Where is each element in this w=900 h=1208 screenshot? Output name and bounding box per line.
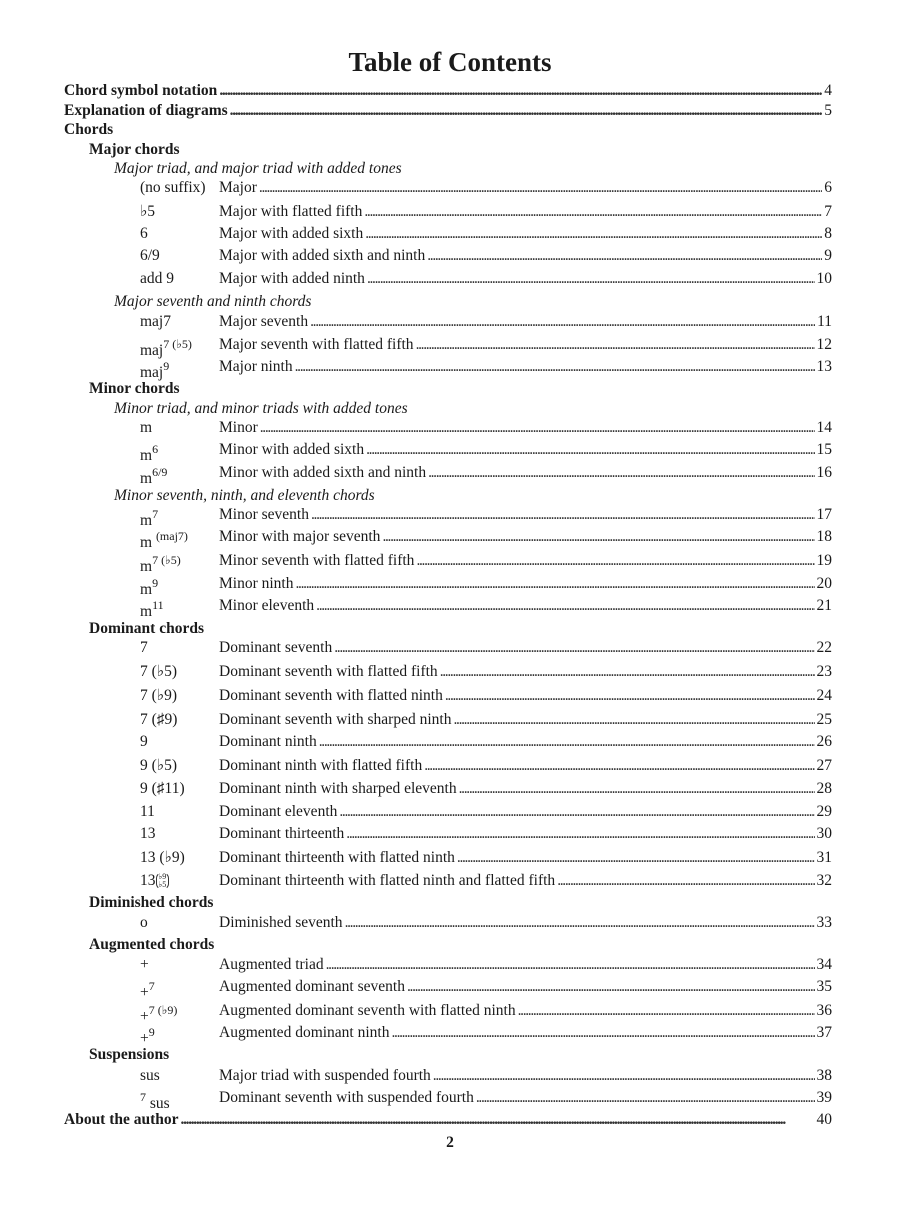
dot-leader bbox=[416, 335, 815, 355]
chord-symbol: m bbox=[140, 419, 153, 436]
dot-leader bbox=[416, 551, 814, 571]
toc-entry-label: Minor with major seventh bbox=[219, 528, 381, 545]
toc-page-number: 20 bbox=[816, 575, 832, 592]
toc-page-number: 10 bbox=[816, 270, 832, 287]
toc-page-number: 30 bbox=[816, 825, 832, 842]
chord-symbol-superscript: 7 bbox=[152, 507, 159, 521]
toc-entry[interactable] bbox=[219, 463, 832, 483]
dot-leader bbox=[346, 824, 814, 844]
page-title: Table of Contents bbox=[348, 47, 552, 77]
toc-entry[interactable] bbox=[219, 505, 832, 525]
toc-page-number: 38 bbox=[816, 1067, 832, 1084]
toc-page-number: 23 bbox=[816, 663, 832, 680]
toc-entry-label: Dominant seventh with flatted ninth bbox=[219, 687, 443, 704]
chord-symbol: 7 (♭5) bbox=[140, 663, 178, 680]
chord-symbol: maj7 bbox=[140, 313, 171, 330]
toc-entry[interactable] bbox=[219, 312, 832, 332]
chord-symbol: 9 (♯11) bbox=[140, 780, 185, 797]
toc-entry[interactable] bbox=[219, 527, 832, 547]
chord-symbol-base: m bbox=[140, 534, 156, 552]
section-heading-minor-chords: Minor chords bbox=[89, 380, 180, 397]
chord-symbol-superscript: 6 bbox=[152, 442, 159, 456]
toc-entry-label: Dominant seventh with flatted fifth bbox=[219, 663, 438, 680]
dot-leader bbox=[453, 710, 814, 730]
chord-symbol-stack-bottom: ♭5 bbox=[158, 880, 167, 890]
chord-symbol: 7 bbox=[140, 639, 148, 656]
subsection-heading: Minor triad, and minor triads with added tones bbox=[114, 400, 408, 417]
toc-entry[interactable] bbox=[219, 824, 832, 844]
toc-entry-label: Augmented dominant seventh bbox=[219, 978, 405, 995]
dot-leader bbox=[367, 269, 815, 289]
toc-entry[interactable] bbox=[219, 686, 832, 706]
dot-leader bbox=[219, 81, 822, 101]
chord-symbol: 6/9 bbox=[140, 247, 160, 264]
toc-page-number: 37 bbox=[816, 1024, 832, 1041]
chord-symbol-superscript: 7 (♭5) bbox=[152, 553, 181, 567]
toc-page-number: 21 bbox=[816, 597, 832, 614]
chord-symbol-base: sus bbox=[146, 1095, 170, 1113]
toc-entry[interactable] bbox=[219, 418, 832, 438]
chord-symbol: 7 (♭9) bbox=[140, 687, 178, 704]
dot-leader bbox=[310, 312, 815, 332]
chord-symbol-base: 13 bbox=[140, 872, 156, 889]
toc-page-number: 25 bbox=[816, 711, 832, 728]
chord-symbol-superscript: 9 bbox=[148, 1025, 155, 1039]
toc-page-number: 22 bbox=[816, 639, 832, 656]
chord-symbol-superscript: 7 (♭5) bbox=[163, 337, 192, 351]
toc-entry-label: Major with added ninth bbox=[219, 270, 365, 287]
toc-entry-label: Dominant seventh bbox=[219, 639, 333, 656]
dot-leader bbox=[476, 1088, 815, 1108]
chord-symbol-base: m bbox=[140, 603, 153, 621]
toc-entry-label: Minor seventh with flatted fifth bbox=[219, 552, 415, 569]
toc-entry[interactable] bbox=[219, 955, 832, 975]
chord-symbol: o bbox=[140, 914, 148, 931]
toc-entry-label: Minor ninth bbox=[219, 575, 294, 592]
toc-entry-label: Chord symbol notation bbox=[64, 82, 218, 99]
toc-entry-chord-symbol-notation[interactable] bbox=[64, 81, 832, 101]
toc-entry-explanation-of-diagrams[interactable] bbox=[64, 101, 832, 121]
section-heading-dominant-chords: Dominant chords bbox=[89, 620, 204, 637]
chord-symbol-stack-top: ♭9 bbox=[158, 872, 167, 882]
dot-leader bbox=[457, 848, 815, 868]
dot-leader bbox=[230, 101, 823, 121]
toc-entry-label: Major triad with suspended fourth bbox=[219, 1067, 431, 1084]
toc-page-number: 15 bbox=[816, 441, 832, 458]
toc-entry[interactable] bbox=[219, 848, 832, 868]
dot-leader bbox=[260, 418, 815, 438]
dot-leader bbox=[518, 1001, 815, 1021]
toc-page-number: 33 bbox=[816, 914, 832, 931]
chord-symbol-superscript: 9 bbox=[152, 576, 159, 590]
toc-entry-label: Major seventh with flatted fifth bbox=[219, 336, 414, 353]
chord-symbol-stack bbox=[156, 872, 170, 890]
chord-symbol bbox=[140, 527, 188, 553]
toc-page-number: 9 bbox=[824, 247, 832, 264]
toc-page-number: 16 bbox=[816, 464, 832, 481]
subsection-heading: Minor seventh, ninth, and eleventh chords bbox=[114, 487, 375, 504]
chord-symbol-superscript: 11 bbox=[152, 598, 164, 612]
toc-entry[interactable] bbox=[219, 1023, 832, 1043]
toc-entry[interactable] bbox=[219, 246, 832, 266]
toc-page-number: 12 bbox=[816, 336, 832, 353]
toc-entry-label: Minor with added sixth bbox=[219, 441, 365, 458]
toc-entry-label: Minor with added sixth and ninth bbox=[219, 464, 427, 481]
chord-symbol: 7 (♯9) bbox=[140, 711, 178, 728]
chord-symbol: 13 (♭9) bbox=[140, 849, 185, 866]
subsection-heading: Major seventh and ninth chords bbox=[114, 293, 312, 310]
toc-page-number: 34 bbox=[816, 956, 832, 973]
toc-entry[interactable] bbox=[219, 662, 832, 682]
dot-leader bbox=[319, 732, 815, 752]
toc-page-number: 24 bbox=[816, 687, 832, 704]
dot-leader bbox=[459, 779, 815, 799]
chord-symbol bbox=[140, 871, 169, 891]
toc-page-number: 4 bbox=[824, 82, 832, 99]
toc-page-number: 8 bbox=[824, 225, 832, 242]
toc-entry[interactable] bbox=[219, 335, 832, 355]
toc-entry[interactable] bbox=[219, 710, 832, 730]
toc-page-number: 19 bbox=[816, 552, 832, 569]
chord-symbol: + bbox=[140, 956, 149, 973]
chord-symbol: 9 (♭5) bbox=[140, 757, 178, 774]
dot-leader bbox=[334, 638, 814, 658]
toc-entry-label: Major with flatted fifth bbox=[219, 203, 363, 220]
toc-entry[interactable] bbox=[219, 871, 832, 891]
chord-symbol-base: m bbox=[140, 470, 153, 488]
toc-entry-label: Dominant ninth bbox=[219, 733, 317, 750]
dot-leader bbox=[440, 662, 815, 682]
chord-symbol-superscript: (maj7) bbox=[155, 529, 188, 543]
toc-entry-label: Diminished seventh bbox=[219, 914, 343, 931]
chord-symbol-base: maj bbox=[140, 364, 164, 382]
chord-symbol-base: m bbox=[140, 512, 153, 530]
toc-entry[interactable] bbox=[219, 802, 832, 822]
chord-symbol-base: + bbox=[140, 1030, 149, 1048]
toc-entry-label: Augmented dominant seventh with flatted ninth bbox=[219, 1002, 516, 1019]
chord-symbol: 6 bbox=[140, 225, 148, 242]
chord-symbol: 9 bbox=[140, 733, 148, 750]
toc-page-number: 7 bbox=[824, 203, 832, 220]
toc-page-number: 31 bbox=[816, 849, 832, 866]
toc-page-number: 40 bbox=[816, 1111, 832, 1128]
dot-leader bbox=[296, 574, 815, 594]
toc-entry[interactable] bbox=[219, 1088, 832, 1108]
toc-entry-label: Dominant seventh with suspended fourth bbox=[219, 1089, 474, 1106]
dot-leader bbox=[427, 246, 822, 266]
toc-entry[interactable] bbox=[219, 178, 832, 198]
toc-entry[interactable] bbox=[219, 779, 832, 799]
section-heading-suspensions: Suspensions bbox=[89, 1046, 170, 1063]
section-heading-major-chords: Major chords bbox=[89, 141, 180, 158]
toc-page-number: 28 bbox=[816, 780, 832, 797]
dot-leader bbox=[295, 357, 815, 377]
toc-entry[interactable] bbox=[219, 224, 832, 244]
dot-leader bbox=[259, 178, 822, 198]
dot-leader bbox=[407, 977, 815, 997]
toc-page-number: 17 bbox=[816, 506, 832, 523]
section-heading-chords: Chords bbox=[64, 121, 114, 138]
toc-entry-label: Major seventh bbox=[219, 313, 309, 330]
chord-symbol: (no suffix) bbox=[140, 179, 206, 196]
toc-entry[interactable] bbox=[219, 269, 832, 289]
toc-entry[interactable] bbox=[219, 440, 832, 460]
toc-entry-label: Minor bbox=[219, 419, 258, 436]
toc-entry[interactable] bbox=[219, 732, 832, 752]
toc-entry-label: Major with added sixth bbox=[219, 225, 364, 242]
toc-page-number: 14 bbox=[816, 419, 832, 436]
toc-entry[interactable] bbox=[219, 551, 832, 571]
toc-entry[interactable] bbox=[219, 202, 832, 222]
dot-leader bbox=[366, 440, 814, 460]
toc-entry-label: Dominant ninth with sharped eleventh bbox=[219, 780, 457, 797]
toc-entry[interactable] bbox=[219, 596, 832, 616]
toc-page-number: 11 bbox=[817, 313, 832, 330]
toc-entry-label: Dominant thirteenth with flatted ninth bbox=[219, 849, 455, 866]
chord-symbol: sus bbox=[140, 1067, 160, 1084]
dot-leader bbox=[382, 527, 814, 547]
toc-entry[interactable] bbox=[219, 638, 832, 658]
dot-leader bbox=[339, 802, 814, 822]
toc-entry[interactable] bbox=[219, 1001, 832, 1021]
toc-entry[interactable] bbox=[219, 574, 832, 594]
dot-leader bbox=[424, 756, 814, 776]
toc-entry[interactable] bbox=[219, 357, 832, 377]
toc-page-number: 29 bbox=[816, 803, 832, 820]
toc-page-number: 39 bbox=[816, 1089, 832, 1106]
chord-symbol: 11 bbox=[140, 803, 155, 820]
section-heading-augmented-chords: Augmented chords bbox=[89, 936, 215, 953]
toc-page-number: 18 bbox=[816, 528, 832, 545]
toc-page-number: 35 bbox=[816, 978, 832, 995]
chord-symbol-superscript: 6/9 bbox=[152, 465, 168, 479]
chord-symbol-base: maj bbox=[140, 342, 164, 360]
dot-leader bbox=[364, 202, 822, 222]
toc-entry-label: About the author bbox=[64, 1111, 179, 1128]
chord-symbol-base: + bbox=[140, 984, 149, 1002]
toc-entry[interactable] bbox=[219, 977, 832, 997]
toc-entry-label: Dominant thirteenth with flatted ninth and flatted fifth bbox=[219, 872, 556, 889]
chord-symbol-superscript: 7 bbox=[140, 1090, 146, 1104]
subsection-heading: Major triad, and major triad with added tones bbox=[114, 160, 402, 177]
dot-leader bbox=[391, 1023, 814, 1043]
chord-symbol: 13 bbox=[140, 825, 156, 842]
dot-leader bbox=[365, 224, 822, 244]
toc-entry-label: Minor eleventh bbox=[219, 597, 315, 614]
dot-leader bbox=[557, 871, 814, 891]
toc-entry-label: Minor seventh bbox=[219, 506, 309, 523]
chord-symbol-base: + bbox=[140, 1008, 149, 1026]
chord-symbol-base: m bbox=[140, 558, 153, 576]
chord-symbol-superscript: 7 (♭9) bbox=[148, 1003, 178, 1017]
chord-symbol-base: m bbox=[140, 581, 153, 599]
dot-leader bbox=[311, 505, 815, 525]
toc-page-number: 6 bbox=[824, 179, 832, 196]
toc-entry-label: Major with added sixth and ninth bbox=[219, 247, 426, 264]
dot-leader bbox=[428, 463, 814, 483]
toc-entry-label: Dominant thirteenth bbox=[219, 825, 345, 842]
chord-symbol: ♭5 bbox=[140, 203, 156, 220]
chord-symbol-superscript: 7 bbox=[148, 979, 155, 993]
toc-page-number: 27 bbox=[816, 757, 832, 774]
toc-entry-label: Dominant eleventh bbox=[219, 803, 338, 820]
toc-entry-label: Explanation of diagrams bbox=[64, 102, 228, 119]
dot-leader bbox=[345, 913, 815, 933]
toc-entry-about-the-author[interactable] bbox=[64, 1110, 832, 1130]
section-heading-diminished-chords: Diminished chords bbox=[89, 894, 214, 911]
chord-symbol-base: m bbox=[140, 447, 153, 465]
toc-entry[interactable] bbox=[219, 756, 832, 776]
chord-symbol: add 9 bbox=[140, 270, 175, 287]
toc-entry-label: Major ninth bbox=[219, 358, 293, 375]
toc-page-number: 26 bbox=[816, 733, 832, 750]
dot-leader bbox=[326, 955, 815, 975]
chord-symbol-superscript: 9 bbox=[163, 359, 170, 373]
toc-entry-label: Dominant seventh with sharped ninth bbox=[219, 711, 452, 728]
dot-leader bbox=[433, 1066, 815, 1086]
toc-page-number: 32 bbox=[816, 872, 832, 889]
toc-entry-label: Major bbox=[219, 179, 257, 196]
chord-symbol bbox=[140, 977, 155, 1003]
toc-entry-label: Augmented triad bbox=[219, 956, 324, 973]
dot-leader bbox=[181, 1110, 815, 1130]
page-number: 2 bbox=[446, 1134, 454, 1151]
toc-page-number: 36 bbox=[816, 1002, 832, 1019]
dot-leader bbox=[316, 596, 814, 616]
toc-entry-label: Dominant ninth with flatted fifth bbox=[219, 757, 423, 774]
toc-page-number: 13 bbox=[816, 358, 832, 375]
toc-entry[interactable] bbox=[219, 1066, 832, 1086]
toc-entry-label: Augmented dominant ninth bbox=[219, 1024, 390, 1041]
dot-leader bbox=[445, 686, 815, 706]
toc-page-number: 5 bbox=[824, 102, 832, 119]
toc-entry[interactable] bbox=[219, 913, 832, 933]
